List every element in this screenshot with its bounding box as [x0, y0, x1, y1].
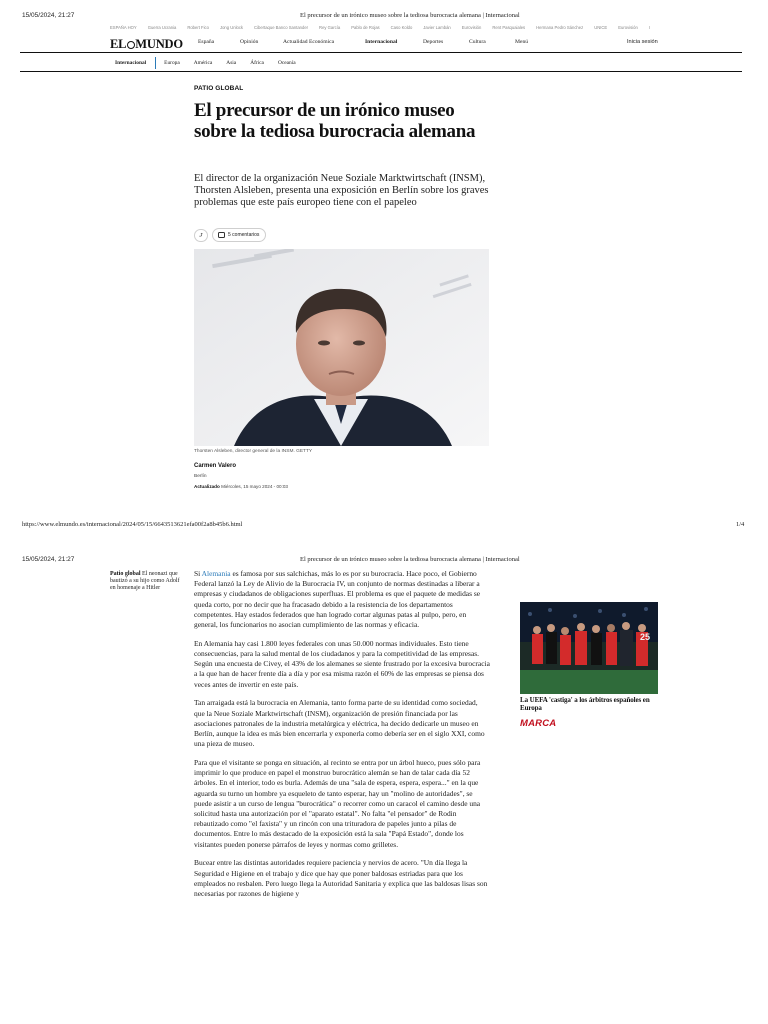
subnav-item-america[interactable]: América: [193, 60, 213, 66]
subnav-item-oceania[interactable]: Oceanía: [277, 60, 296, 66]
related-section-title: Patio global: [110, 571, 141, 577]
svg-text:25: 25: [640, 632, 651, 642]
nav-item-deportes[interactable]: Deportes: [423, 39, 444, 45]
hot-topic-link[interactable]: Eurovisión: [461, 25, 482, 30]
marca-logo[interactable]: MARCA: [520, 718, 557, 729]
nav-item-internacional[interactable]: Internacional: [365, 39, 398, 45]
article-body: [194, 569, 490, 908]
print-doc-title: El precursor de un irónico museo sobre la tediosa burocracia alemana | Internacional: [300, 12, 520, 19]
subnav-item-africa[interactable]: África: [250, 60, 264, 66]
hot-topic-link[interactable]: Rent Pasquaiales: [492, 25, 526, 30]
hot-topic-link[interactable]: I: [648, 25, 650, 30]
updated-label: Actualizado: [194, 484, 220, 489]
author-name[interactable]: Carmen Valero: [194, 463, 237, 469]
promo-headline[interactable]: La UEFA 'castiga' a los árbitros españoles en Europa: [520, 696, 650, 712]
article-main-photo: [194, 249, 489, 446]
print-datetime: 15/05/2024, 21:27: [22, 12, 75, 19]
hot-topic-link[interactable]: UNICE: [594, 25, 608, 30]
nav-item-opinion[interactable]: Opinión: [240, 39, 259, 45]
subnav-section-title[interactable]: Internacional: [115, 60, 147, 66]
nav-item-menu[interactable]: Menú: [515, 39, 529, 45]
comments-count-label: 5 comentarios: [228, 232, 260, 238]
hot-topic-link[interactable]: Cibertaque Banco Santander: [254, 25, 309, 30]
body-paragraph: En Alemania hay casi 1.800 leyes federales con unas 50.000 normas individuales. Esto tiene consecuencias, para la salud mental de los ciudadanos y para la competitividad de las empresas. Según una encuesta de Civey, el 43% de los alemanes se siente frustrado por la excesiva burocracia a la que han de hacer frente día a día y por esa misma razón el 60% de las empresas se piensa dos veces antes de invertir en este país.: [194, 638, 490, 689]
photo-caption: Thorsten Alsleben, director general de la INSM. GETTY: [194, 449, 313, 454]
author-location: Berlín: [194, 474, 207, 479]
hot-topic-link[interactable]: Guerra Ucrania: [147, 25, 177, 30]
hot-topic-link[interactable]: Hermana Pedro Sánchez: [536, 25, 584, 30]
print-datetime-page2: 15/05/2024, 21:27: [22, 556, 75, 563]
hot-topics-bar: [110, 25, 650, 30]
hot-topic-link[interactable]: Rey García: [319, 25, 341, 30]
login-link[interactable]: Inicia sesión: [627, 39, 658, 45]
nav-item-cultura[interactable]: Cultura: [469, 39, 486, 45]
comments-button[interactable]: [212, 228, 266, 242]
hot-topic-link[interactable]: ESPAÑA HOY: [110, 25, 137, 30]
subnav-item-europa[interactable]: Europa: [164, 60, 180, 66]
print-url: https://www.elmundo.es/internacional/2024/05/15/6643513621efa00f2a8b45b6.html: [22, 521, 243, 528]
nav-divider: [20, 52, 742, 53]
body-paragraph: Para que el visitante se ponga en situación, al recinto se entra por un árbol hueco, pues sólo para imprimir lo que produce en papel el monstruo burocrático alemán se han de talar cada día 52 árboles. En el interior, todo es burla. Además de una "sala de espera, espera, espera..." en la que aguarda su turno un hombre ya esqueleto de tanto esperar, hay un "molino de autoridades", se puede asistir a un curso de lengua "burocrática" o recorrer como un caracol el camino desde una solicitud hasta una autorización por el "aparato estatal". No falta "el pensador" de Rodin rebautizado como "el faxista" y un rincón con una trituradora de papeles junto a pilas de documentos. Entre lo más destacado de la exposición está la sala "Papá Estado", donde los visitantes pueden ponerse párrafos de leyes y normas como grilletes.: [194, 758, 481, 849]
share-icon: ⤴: [198, 231, 204, 239]
body-paragraph: Si Alemania es famosa por sus salchichas, más lo es por su burocracia. Hace poco, el Gobierno Federal lanzó la Ley de Alivio de la Burocracia IV, un conjunto de normas destinadas a liberar a empresas y ciudadanos de obligaciones superfluas. El problema es que el paquete de medidas se queda corto, por no decir que ha fracasado debido a la resistencia de los departamentos competentes. Hay estados federados que han logrado cortar algunas patas al pulpo, pero, en general, los funcionarios no asocian cumplimiento de las normas y eficacia.: [194, 569, 481, 630]
hot-topic-link[interactable]: Eurovisión: [618, 25, 638, 30]
print-doc-title-page2: El precursor de un irónico museo sobre la tediosa burocracia alemana | Internacional: [300, 556, 520, 563]
hot-topic-link[interactable]: Jong Unlock: [219, 25, 244, 30]
promo-photo[interactable]: [520, 602, 658, 694]
nav-item-espana[interactable]: España: [198, 39, 215, 45]
article-standfirst: El director de la organización Neue Soziale Marktwirtschaft (INSM), Thorsten Alsleben, presenta una exposición en Berlín sobre los graves problemas que este país europeo tiene con el papeleo: [194, 173, 489, 208]
section-subnav: [115, 57, 296, 69]
updated-value: Miércoles, 15 mayo 2024 - 00:03: [221, 484, 288, 489]
alemania-link[interactable]: Alemania: [201, 569, 231, 578]
hot-topic-link[interactable]: Javier Lambán: [423, 25, 451, 30]
share-button[interactable]: [194, 229, 208, 242]
updated-timestamp: [194, 484, 288, 489]
hot-topic-link[interactable]: Pablo de Rojas: [351, 25, 380, 30]
main-nav: [198, 39, 528, 45]
print-page-number: 1/4: [736, 521, 745, 528]
site-logo[interactable]: [110, 37, 183, 52]
logo-globe-icon: [127, 41, 135, 49]
nav-item-actualidad-economica[interactable]: Actualidad Económica: [283, 39, 335, 45]
subnav-divider: [20, 71, 742, 72]
hot-topic-link[interactable]: Caso Koldo: [390, 25, 413, 30]
football-players-illustration: [520, 602, 658, 694]
body-paragraph: Tan arraigada está la burocracia en Alemania, tanto forma parte de su identidad como sociedad, que la Neue Soziale Marktwirtschaft (INSM), organización de presión financiada por las asociaciones patronales de la industria metalúrgica y eléctrica, ha decido dedicarle un museo en Berlín, aunque la idea es más bien encerrarla y exponerla como debería ser en el siglo XXI, como una pieza de museo.: [194, 698, 485, 749]
subnav-item-asia[interactable]: Asia: [226, 60, 237, 66]
related-article-text: El neonazi que bautizó a su hijo como Adolf en homenaje a Hitler: [110, 571, 180, 591]
hot-topic-link[interactable]: Robert Fico: [187, 25, 209, 30]
body-paragraph: Bucear entre las distintas autoridades requiere paciencia y nervios de acero. "Un día llega la Seguridad e Higiene en el trabajo y dice que hay que poner baldosas estriadas para que los empleados no resbalen. Pero luego llega la Autoridad Sanitaria y explica que las baldosas lisas son necesarias por razones de higiene y: [194, 858, 488, 899]
article-headline: El precursor de un irónico museo sobre la tediosa burocracia alemana: [194, 100, 476, 142]
comment-bubble-icon: [218, 232, 225, 238]
related-article-sidebar[interactable]: [110, 571, 180, 592]
portrait-illustration: [194, 249, 489, 446]
logo-text-left: EL: [110, 37, 127, 51]
subnav-separator: [155, 57, 156, 69]
logo-text-right: MUNDO: [135, 37, 183, 51]
article-kicker[interactable]: PATIO GLOBAL: [194, 85, 244, 92]
